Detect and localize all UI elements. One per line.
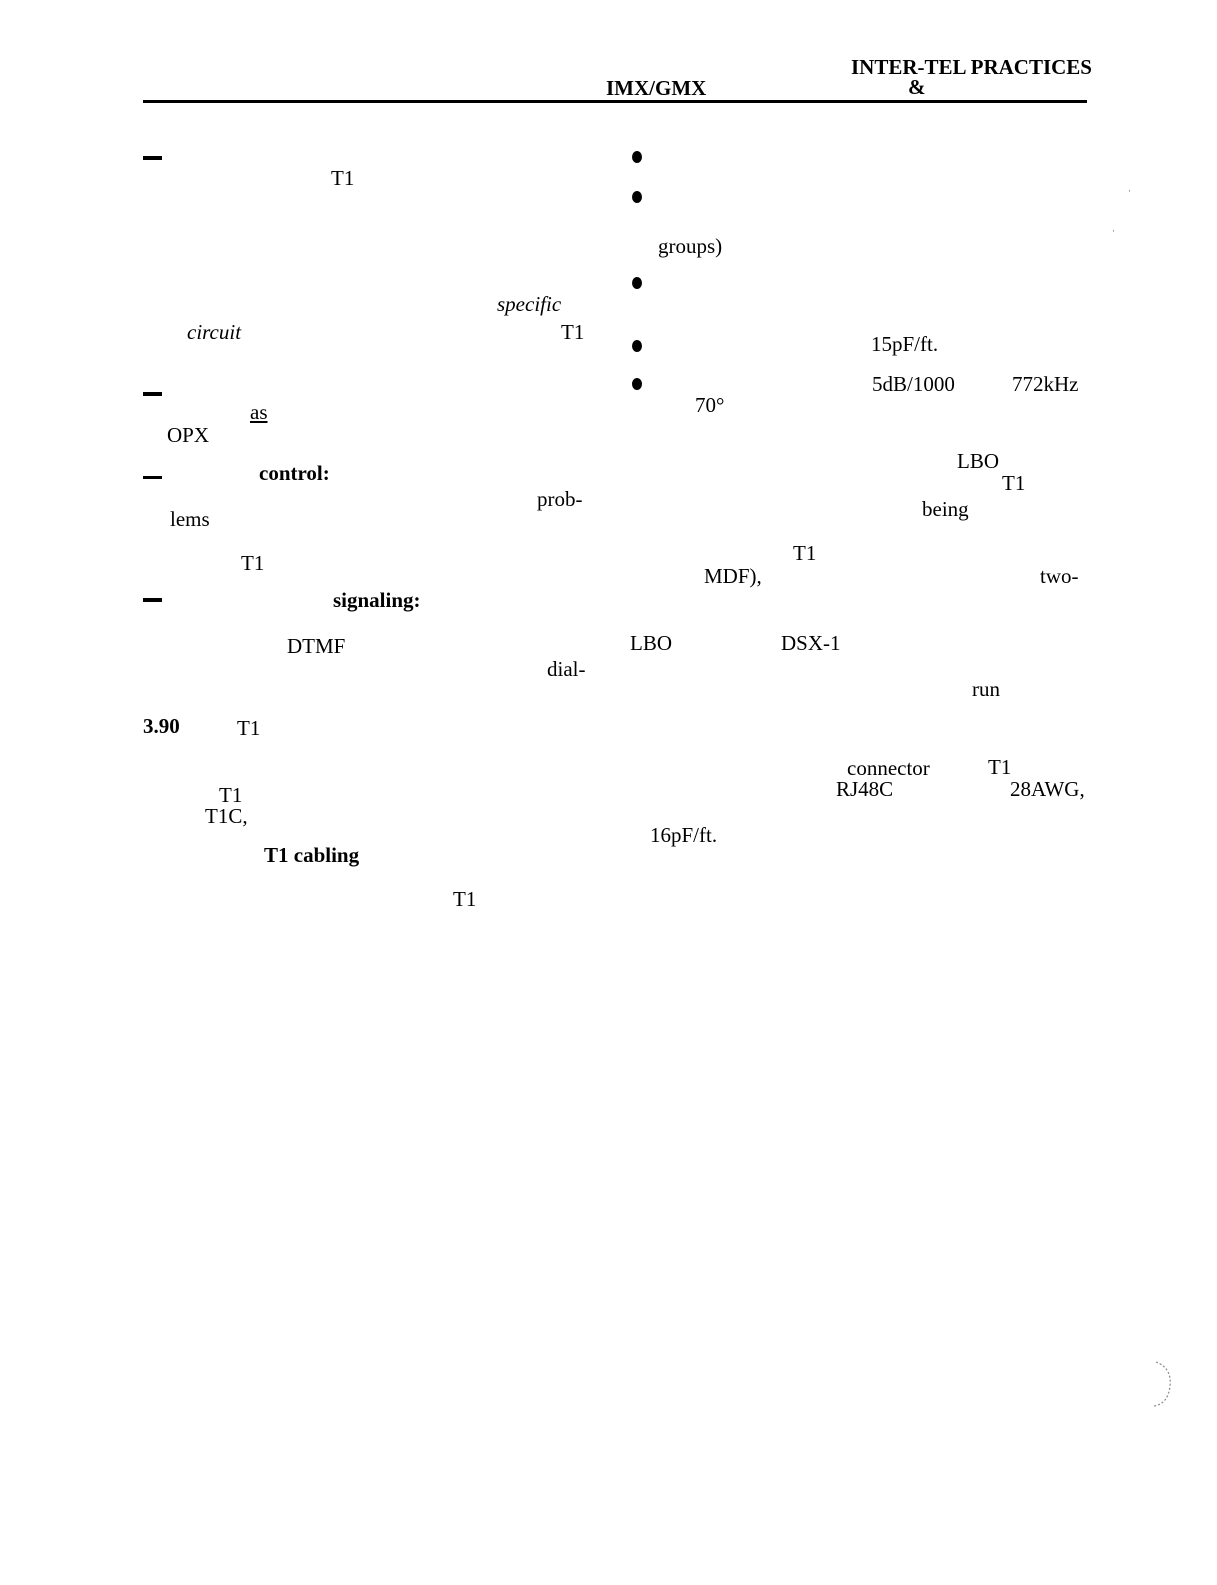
word-opx: OPX <box>167 423 210 447</box>
word-rj48c: RJ48C <box>836 777 894 801</box>
bullet-dot <box>632 340 642 352</box>
word-groups: groups) <box>658 234 723 258</box>
publisher-title: INTER-TEL PRACTICES <box>851 55 1092 79</box>
word-dtmf: DTMF <box>287 634 346 658</box>
bullet-dot <box>632 277 642 289</box>
word-t1: T1 <box>793 541 817 565</box>
word-being: being <box>922 497 969 521</box>
bullet-dot <box>632 151 642 163</box>
word-t1c: T1C, <box>205 804 248 828</box>
scan-speck: · <box>1128 186 1131 196</box>
word-lems: lems <box>170 507 210 531</box>
word-28awg: 28AWG, <box>1010 777 1085 801</box>
scan-speck: · <box>1112 226 1115 236</box>
word-two: two- <box>1040 564 1079 588</box>
product-title: IMX/GMX <box>606 76 707 100</box>
word-mdf: MDF), <box>704 564 762 588</box>
word-5db: 5dB/1000 <box>872 372 955 396</box>
word-t1: T1 <box>237 716 261 740</box>
word-prob: prob- <box>537 487 583 511</box>
word-specific: specific <box>497 292 562 316</box>
word-control: control: <box>259 461 330 485</box>
word-run: run <box>972 677 1000 701</box>
word-t1: T1 <box>1002 471 1026 495</box>
word-as: as <box>250 400 268 424</box>
bullet-dot <box>632 378 642 390</box>
word-16pf: 16pF/ft. <box>650 823 718 847</box>
word-dsx1: DSX-1 <box>781 631 841 655</box>
word-lbo: LBO <box>957 449 999 473</box>
header-rule <box>143 100 1087 103</box>
word-t1: T1 <box>331 166 355 190</box>
dash-bullet <box>143 476 162 479</box>
bullet-dot <box>632 191 642 203</box>
word-signaling: signaling: <box>333 588 421 612</box>
word-t1-cabling: T1 cabling <box>264 843 360 867</box>
word-t1: T1 <box>241 551 265 575</box>
word-70deg: 70° <box>695 393 725 417</box>
word-t1: T1 <box>453 887 477 911</box>
dash-bullet <box>143 156 162 160</box>
word-t1: T1 <box>988 755 1012 779</box>
dash-bullet <box>143 392 162 396</box>
section-number: 3.90 <box>143 714 180 738</box>
dash-bullet <box>143 598 162 602</box>
word-circuit: circuit <box>187 320 242 344</box>
word-t1: T1 <box>561 320 585 344</box>
word-t1: T1 <box>219 783 243 807</box>
publisher-ampersand: & <box>908 75 926 99</box>
word-lbo: LBO <box>630 631 672 655</box>
word-dial: dial- <box>547 657 586 681</box>
word-connector: connector <box>847 756 930 780</box>
punch-hole-mark <box>1150 1360 1180 1410</box>
word-15pf: 15pF/ft. <box>871 332 939 356</box>
word-772khz: 772kHz <box>1012 372 1079 396</box>
